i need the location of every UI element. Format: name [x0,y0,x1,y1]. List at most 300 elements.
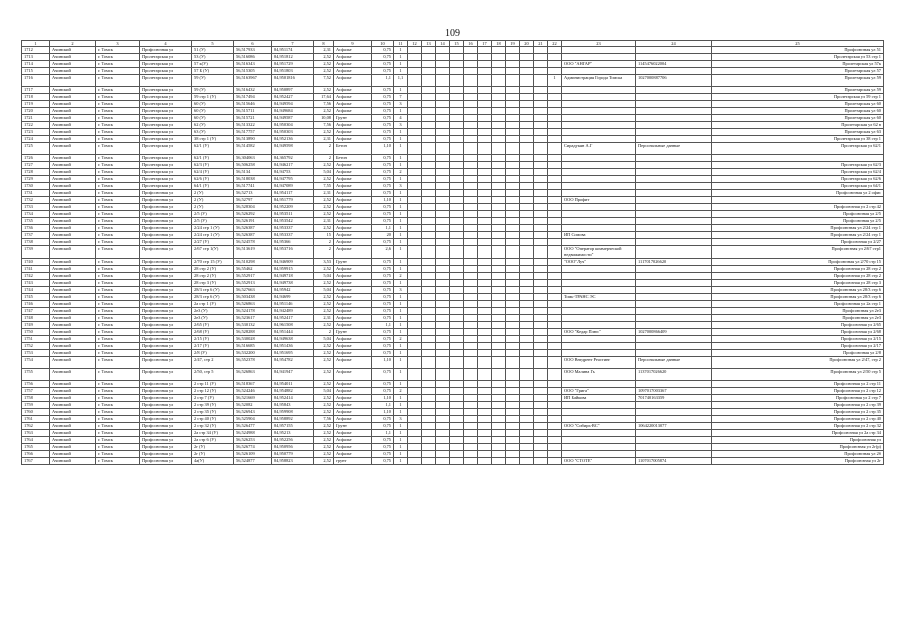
inn-cell [636,308,712,315]
empty-cell [534,129,548,136]
container-count-cell: 1 [394,458,408,465]
district-cell: Ачинский [50,308,96,315]
empty-cell [520,61,534,68]
city-cell: г. Томск [96,409,140,416]
latitude-cell: 56,515711 [234,108,272,115]
table-row [22,54,884,61]
empty-cell [422,336,436,343]
empty-cell [450,315,464,322]
organization-cell: Томь-ТРАНС ЭС [562,294,636,301]
empty-cell [436,87,450,94]
container-count-cell: 1 [394,47,408,54]
empty-cell [506,266,520,273]
empty-cell [534,190,548,197]
empty-cell [422,322,436,329]
empty-cell [450,388,464,395]
surface-cell: Асфальт [334,68,372,75]
empty-cell [436,458,450,465]
row-number-cell: 1751 [22,336,50,343]
surface-cell: Асфальт [334,369,372,381]
street-cell: Профсоюзная ул [140,287,192,294]
house-cell: 62/6 (У) [192,176,234,183]
house-cell: 2/5 (У) [192,218,234,225]
longitude-cell: 84,947795 [272,176,314,183]
row-number-cell: 1767 [22,458,50,465]
volume-cell: 0,75 [372,369,394,381]
flag-cell [548,225,562,232]
empty-cell [534,388,548,395]
volume-cell: 1,1 [372,225,394,232]
house-cell: 2 стр 40 (У) [192,416,234,423]
area-cell: 5,04 [314,273,334,280]
empty-cell [478,369,492,381]
house-cell: 2а стр 6 (У) [192,437,234,444]
row-number-cell: 1723 [22,129,50,136]
volume-cell: 0,75 [372,176,394,183]
district-cell: Ачинский [50,61,96,68]
table-row [22,108,884,115]
volume-cell: 0,75 [372,350,394,357]
empty-cell [436,75,450,87]
inn-cell [636,273,712,280]
organization-cell [562,308,636,315]
empty-cell [464,273,478,280]
column-number-cell: 11 [394,41,408,47]
organization-cell: ООО Профит [562,197,636,204]
city-cell: г. Томск [96,273,140,280]
container-count-cell: 1 [394,225,408,232]
flag-cell [548,162,562,169]
empty-cell [422,122,436,129]
empty-cell [534,75,548,87]
container-count-cell: 1 [394,68,408,75]
flag-cell [548,176,562,183]
surface-cell: Асфальт [334,129,372,136]
empty-cell [534,143,548,155]
surface-cell: Асфальт [334,266,372,273]
row-number-cell: 1762 [22,423,50,430]
empty-cell [520,204,534,211]
empty-cell [534,68,548,75]
inn-cell [636,47,712,54]
flag-cell [548,369,562,381]
empty-cell [534,136,548,143]
volume-cell: 1,10 [372,357,394,369]
street-cell: Пролетарская ул [140,162,192,169]
volume-cell: 0,75 [372,336,394,343]
surface-cell: Асфальт [334,388,372,395]
row-number-cell: 1722 [22,122,50,129]
container-count-cell: 1 [394,266,408,273]
empty-cell [422,94,436,101]
empty-cell [520,115,534,122]
inn-cell [636,322,712,329]
organization-cell: ИП Сомова [562,232,636,239]
surface-cell: Асфальт [334,280,372,287]
container-count-cell: 4 [394,115,408,122]
house-cell: 28 стр 3 (У) [192,280,234,287]
table-row [22,280,884,287]
address-cell: Профсоюзная ул 2/8 [712,350,884,357]
volume-cell: 0,75 [372,444,394,451]
street-cell: Профсоюзная ул [140,458,192,465]
area-cell: 7,52 [314,75,334,87]
empty-cell [520,329,534,336]
empty-cell [422,444,436,451]
row-number-cell: 1737 [22,232,50,239]
empty-cell [520,402,534,409]
area-cell: 2,31 [314,190,334,197]
latitude-cell: 56,530028 [234,336,272,343]
container-count-cell: 1 [394,322,408,329]
volume-cell: 0,75 [372,294,394,301]
empty-cell [450,287,464,294]
volume-cell: 0,75 [372,437,394,444]
district-cell: Ачинский [50,129,96,136]
street-cell: Профсоюзная ул [140,423,192,430]
address-cell: Пролетарская ул 59 [712,87,884,94]
volume-cell: 0,75 [372,458,394,465]
column-number-cell: 25 [712,41,884,47]
empty-cell [534,108,548,115]
surface-cell: Асфальт [334,61,372,68]
table-row [22,343,884,350]
row-number-cell: 1765 [22,444,50,451]
street-cell: Профсоюзная ул [140,322,192,329]
empty-cell [408,430,422,437]
empty-cell [422,101,436,108]
address-cell: Профсоюзная ул 2 стр 32 [712,423,884,430]
city-cell: г. Томск [96,218,140,225]
empty-cell [506,183,520,190]
empty-cell [520,273,534,280]
empty-cell [436,266,450,273]
house-cell: 51 (У) [192,47,234,54]
table-row [22,437,884,444]
empty-cell [408,239,422,246]
empty-cell [464,204,478,211]
house-cell: 59 стр 1 (У) [192,94,234,101]
empty-cell [506,246,520,259]
latitude-cell: 56,526863 [234,369,272,381]
empty-cell [492,416,506,423]
flag-cell [548,155,562,162]
empty-cell [520,308,534,315]
address-cell: Профсоюзная ул 2/50 стр 5 [712,369,884,381]
organization-cell [562,211,636,218]
empty-cell [450,197,464,204]
empty-cell [408,329,422,336]
table-row [22,430,884,437]
latitude-cell: 56,525904 [234,416,272,423]
empty-cell [478,169,492,176]
empty-cell [408,75,422,87]
empty-cell [422,273,436,280]
empty-cell [408,273,422,280]
organization-cell: Сирадукян А.Г [562,143,636,155]
inn-cell: Персональные данные [636,357,712,369]
city-cell: г. Томск [96,287,140,294]
empty-cell [520,47,534,54]
column-number-cell: 13 [422,41,436,47]
container-count-cell: 1 [394,423,408,430]
city-cell: г. Томск [96,115,140,122]
empty-cell [464,329,478,336]
empty-cell [436,190,450,197]
empty-cell [408,143,422,155]
empty-cell [422,239,436,246]
empty-cell [422,136,436,143]
address-cell: Профсоюзная ул 2а стр 1 [712,301,884,308]
table-row [22,162,884,169]
empty-cell [492,75,506,87]
inn-cell [636,101,712,108]
empty-cell [464,169,478,176]
area-cell: 2,52 [314,402,334,409]
inn-cell [636,54,712,61]
empty-cell [492,143,506,155]
organization-cell [562,68,636,75]
area-cell: 15 [314,232,334,239]
empty-cell [422,350,436,357]
empty-cell [464,301,478,308]
street-cell: Профсоюзная ул [140,280,192,287]
city-cell: г. Томск [96,162,140,169]
empty-cell [422,280,436,287]
flag-cell [548,232,562,239]
empty-cell [534,225,548,232]
container-count-cell: 1 [394,232,408,239]
empty-cell [534,280,548,287]
column-number-cell: 4 [140,41,192,47]
empty-cell [534,336,548,343]
empty-cell [422,211,436,218]
table-row [22,308,884,315]
empty-cell [492,183,506,190]
longitude-cell: 84,954011 [272,381,314,388]
empty-cell [422,416,436,423]
empty-cell [436,444,450,451]
container-count-cell: 1 [394,437,408,444]
table-row [22,259,884,266]
latitude-cell: 56,516343 [234,61,272,68]
empty-cell [408,129,422,136]
empty-cell [464,87,478,94]
container-count-cell: 1 [394,395,408,402]
row-number-cell: 1724 [22,136,50,143]
empty-cell [520,155,534,162]
longitude-cell: 84,94753 [272,169,314,176]
latitude-cell: 56,503438 [234,294,272,301]
city-cell: г. Томск [96,294,140,301]
column-number-cell: 19 [506,41,520,47]
surface-cell: Асфальт [334,239,372,246]
row-number-cell: 1738 [22,239,50,246]
longitude-cell: 84,95843 [272,402,314,409]
house-cell: 62 (У) [192,122,234,129]
flag-cell [548,136,562,143]
row-number-cell: 1747 [22,308,50,315]
empty-cell [534,402,548,409]
empty-cell [436,280,450,287]
longitude-cell: 84,953716 [272,246,314,259]
longitude-cell: 84,951729 [272,61,314,68]
empty-cell [492,336,506,343]
volume-cell: 0,75 [372,329,394,336]
row-number-cell: 1742 [22,273,50,280]
empty-cell [436,294,450,301]
empty-cell [478,430,492,437]
inn-cell [636,204,712,211]
area-cell: 5,04 [314,169,334,176]
table-row [22,246,884,259]
empty-cell [450,190,464,197]
volume-cell: 0,75 [372,115,394,122]
empty-cell [534,409,548,416]
empty-cell [422,183,436,190]
address-cell: Профсоюзная ул 2/65 [712,322,884,329]
flag-cell [548,54,562,61]
empty-cell [450,395,464,402]
empty-cell [478,259,492,266]
volume-cell: 0,75 [372,101,394,108]
empty-cell [464,75,478,87]
house-cell: 60 (У) [192,101,234,108]
street-cell: Профсоюзная ул [140,402,192,409]
surface-cell: Асфальт [334,176,372,183]
organization-cell: ООО "СТОТЕ" [562,458,636,465]
street-cell: Профсоюзная ул [140,190,192,197]
empty-cell [492,239,506,246]
empty-cell [422,357,436,369]
volume-cell: 0,75 [372,416,394,423]
empty-cell [464,101,478,108]
flag-cell [548,280,562,287]
empty-cell [464,444,478,451]
organization-cell [562,239,636,246]
address-cell: Профсоюзная ул 2г(р) [712,444,884,451]
city-cell: г. Томск [96,329,140,336]
inn-cell [636,301,712,308]
address-cell: Профсоюзная ул 2 стр 39 [712,402,884,409]
empty-cell [478,343,492,350]
empty-cell [436,451,450,458]
house-cell: 28 стр 2 (У) [192,266,234,273]
empty-cell [450,451,464,458]
empty-cell [492,423,506,430]
column-number-cell: 18 [492,41,506,47]
longitude-cell: 84,952414 [272,395,314,402]
empty-cell [464,343,478,350]
empty-cell [534,47,548,54]
district-cell: Ачинский [50,381,96,388]
surface-cell: Асфальт [334,381,372,388]
row-number-cell: 1756 [22,381,50,388]
organization-cell [562,162,636,169]
area-cell: 7,56 [314,101,334,108]
empty-cell [492,190,506,197]
city-cell: г. Томск [96,423,140,430]
empty-cell [492,197,506,204]
volume-cell: 0,75 [372,218,394,225]
latitude-cell: 56,52713 [234,190,272,197]
empty-cell [422,225,436,232]
city-cell: г. Томск [96,108,140,115]
street-cell: Профсоюзная ул [140,395,192,402]
inn-cell [636,68,712,75]
empty-cell [478,423,492,430]
container-count-cell: 1 [394,218,408,225]
empty-cell [478,54,492,61]
empty-cell [520,108,534,115]
latitude-cell: 56,304063 [234,155,272,162]
longitude-cell: 84,949718 [272,273,314,280]
organization-cell [562,108,636,115]
longitude-cell: 84,950304 [272,122,314,129]
empty-cell [506,61,520,68]
empty-cell [450,204,464,211]
empty-cell [534,239,548,246]
longitude-cell: 84,950897 [272,87,314,94]
empty-cell [492,155,506,162]
row-number-cell: 1731 [22,190,50,197]
empty-cell [478,176,492,183]
latitude-cell: 56,515646 [234,101,272,108]
empty-cell [478,381,492,388]
empty-cell [492,87,506,94]
empty-cell [436,232,450,239]
empty-cell [534,458,548,465]
longitude-cell: 84,957155 [272,423,314,430]
empty-cell [492,54,506,61]
table-row [22,287,884,294]
container-count-cell: 2 [394,169,408,176]
inn-cell [636,190,712,197]
inn-cell [636,294,712,301]
flag-cell [548,308,562,315]
container-count-cell: 1,1 [394,75,408,87]
empty-cell [534,451,548,458]
house-cell: 2/50, стр 5 [192,369,234,381]
district-cell: Ачинский [50,218,96,225]
house-cell: 2/24 стр 1 (У) [192,225,234,232]
empty-cell [450,343,464,350]
flag-cell [548,416,562,423]
organization-cell [562,437,636,444]
surface-cell: Асфальт [334,322,372,329]
longitude-cell: 84,954117 [272,190,314,197]
house-cell: 28 стр 2 (У) [192,273,234,280]
empty-cell [520,437,534,444]
flag-cell [548,423,562,430]
street-cell: Профсоюзная ул [140,437,192,444]
row-number-cell: 1733 [22,204,50,211]
latitude-cell: 56,526109 [234,451,272,458]
empty-cell [520,336,534,343]
surface-cell: Асфальт [334,294,372,301]
street-cell: Профсоюзная ул [140,444,192,451]
empty-cell [422,232,436,239]
district-cell: Ачинский [50,54,96,61]
empty-cell [436,68,450,75]
empty-cell [492,369,506,381]
street-cell: Пролетарская ул [140,169,192,176]
empty-cell [422,388,436,395]
city-cell: г. Томск [96,444,140,451]
empty-cell [492,357,506,369]
area-cell: 2,52 [314,294,334,301]
empty-cell [506,369,520,381]
